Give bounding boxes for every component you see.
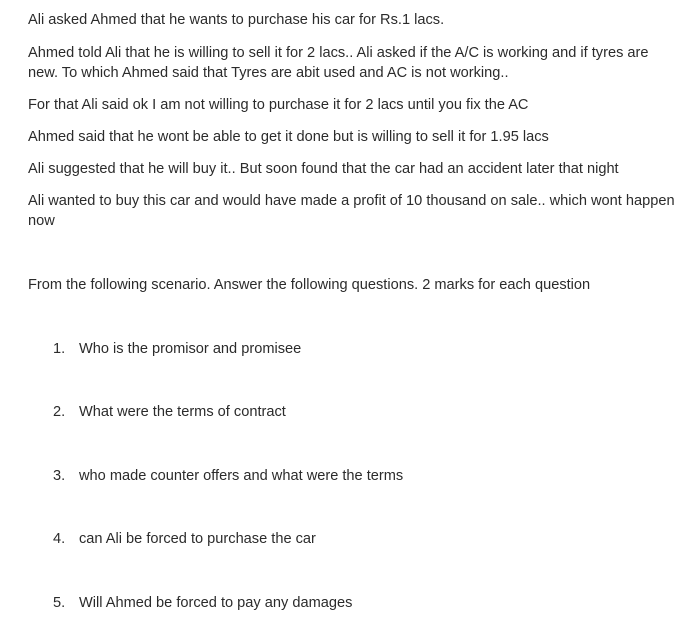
scenario-paragraph-4: Ahmed said that he wont be able to get it done but is willing to sell it for 1.95 lacs [28, 129, 549, 145]
question-text: Will Ahmed be forced to pay any damages [79, 595, 353, 611]
question-text: who made counter offers and what were the terms [79, 468, 404, 484]
scenario-paragraph-5: Ali suggested that he will buy it.. But soon found that the car had an accident later that night [28, 161, 619, 177]
question-text: What were the terms of contract [79, 404, 286, 420]
scenario-paragraph-6: Ali wanted to buy this car and would have made a profit of 10 thousand on sale.. which wont happen now [28, 193, 675, 229]
question-number: 2. [53, 404, 66, 420]
question-number: 4. [53, 531, 66, 547]
question-item [53, 529, 653, 549]
scenario-paragraph-3: For that Ali said ok I am not willing to purchase it for 2 lacs until you fix the AC [28, 97, 529, 113]
question-item [53, 402, 653, 422]
question-number: 3. [53, 468, 66, 484]
question-number: 1. [53, 341, 66, 357]
instructions-text: From the following scenario. Answer the following questions. 2 marks for each question [28, 277, 591, 293]
question-text: Who is the promisor and promisee [79, 341, 302, 357]
scenario-paragraph-1: Ali asked Ahmed that he wants to purchase his car for Rs.1 lacs. [28, 12, 445, 28]
question-item [53, 593, 653, 613]
question-item [53, 466, 653, 486]
question-item [53, 339, 653, 359]
question-text: can Ali be forced to purchase the car [79, 531, 316, 547]
question-number: 5. [53, 595, 66, 611]
scenario-paragraph-2: Ahmed told Ali that he is willing to sell it for 2 lacs.. Ali asked if the A/C is working and if tyres are new. To which Ahmed said that Tyres are abit used and AC is not working.. [28, 45, 649, 81]
